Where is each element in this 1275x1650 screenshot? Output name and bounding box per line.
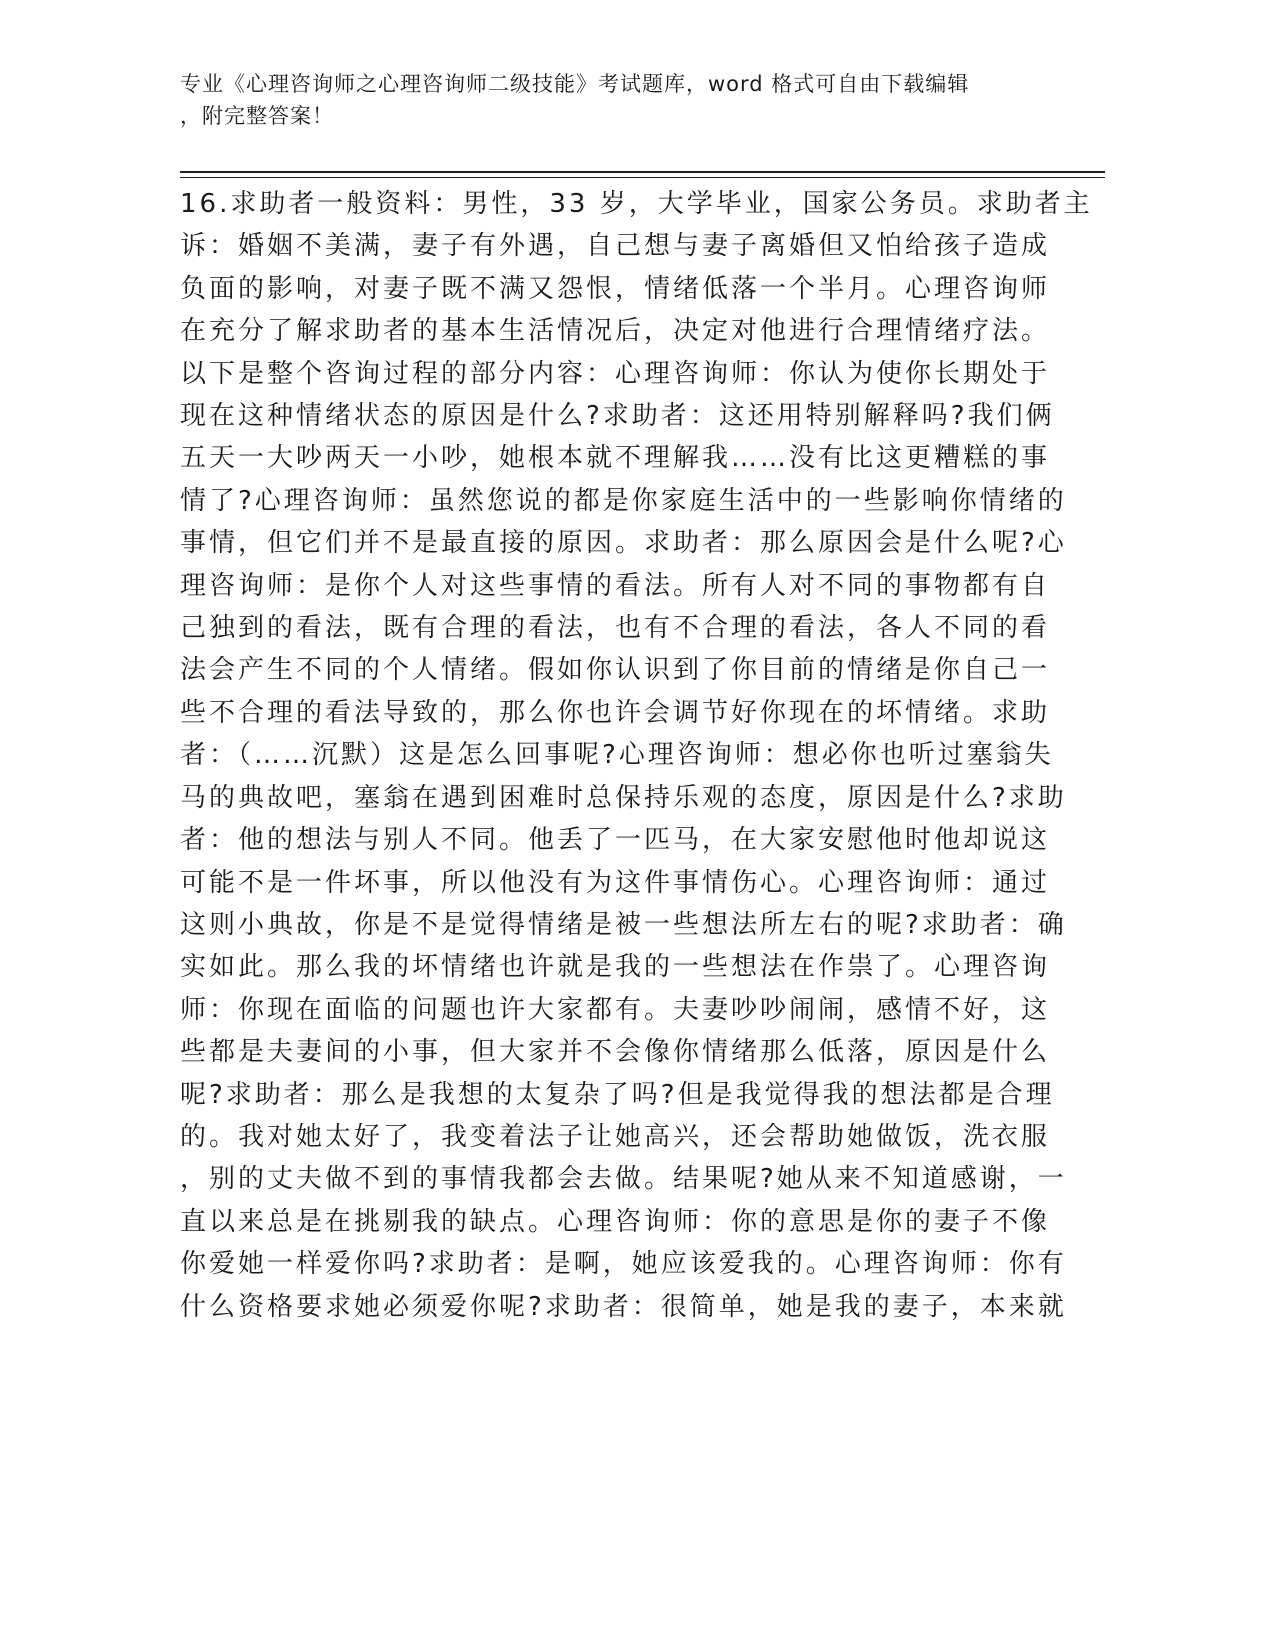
text-line: 者：（……沉默）这是怎么回事呢?心理咨询师：想必你也听过塞翁失	[180, 740, 1054, 771]
header-line-2: ，附完整答案！	[180, 104, 334, 128]
header-divider-thin	[180, 177, 1105, 178]
text-line: 现在这种情绪状态的原因是什么?求助者：这还用特别解释吗?我们俩	[180, 401, 1055, 432]
text-line: 诉：婚姻不美满，妻子有外遇，自己想与妻子离婚但又怕给孩子造成	[180, 231, 1051, 262]
page-header	[180, 68, 1060, 132]
text-line: 情了?心理咨询师：虽然您说的都是你家庭生活中的一些影响你情绪的	[180, 485, 1067, 516]
text-line: 事情，但它们并不是最直接的原因。求助者：那么原因会是什么呢?心	[180, 528, 1067, 559]
text-line: 以下是整个咨询过程的部分内容：心理咨询师：你认为使你长期处于	[180, 358, 1051, 389]
text-line: 者：他的想法与别人不同。他丢了一匹马，在大家安慰他时他却说这	[180, 825, 1051, 856]
text-line: 己独到的看法，既有合理的看法，也有不合理的看法，各人不同的看	[180, 613, 1051, 644]
text-line: 呢?求助者：那么是我想的太复杂了吗?但是我觉得我的想法都是合理	[180, 1079, 1055, 1110]
text-line: 理咨询师：是你个人对这些事情的看法。所有人对不同的事物都有自	[180, 570, 1051, 601]
text-line: 直以来总是在挑剔我的缺点。心理咨询师：你的意思是你的妻子不像	[180, 1206, 1051, 1237]
text-line: 你爱她一样爱你吗?求助者：是啊，她应该爱我的。心理咨询师：你有	[180, 1249, 1067, 1280]
text-line: 马的典故吧，塞翁在遇到困难时总保持乐观的态度，原因是什么?求助	[180, 782, 1067, 813]
text-line: 负面的影响，对妻子既不满又怨恨，情绪低落一个半月。心理咨询师	[180, 273, 1051, 304]
header-divider-thick	[180, 171, 1105, 173]
text-line: 什么资格要求她必须爱你呢?求助者：很简单，她是我的妻子，本来就	[180, 1291, 1067, 1322]
text-line: ，别的丈夫做不到的事情我都会去做。结果呢?她从来不知道感谢，一	[180, 1164, 1067, 1195]
text-line: 法会产生不同的个人情绪。假如你认识到了你目前的情绪是你自己一	[180, 655, 1051, 686]
text-line: 在充分了解求助者的基本生活情况后，决定对他进行合理情绪疗法。	[180, 316, 1051, 347]
header-line-1: 专业《心理咨询师之心理咨询师二级技能》考试题库，word 格式可自由下载编辑	[180, 72, 970, 96]
text-line: 些都是夫妻间的小事，但大家并不会像你情绪那么低落，原因是什么	[180, 1037, 1051, 1068]
text-line: 这则小典故，你是不是觉得情绪是被一些想法所左右的呢?求助者：确	[180, 909, 1067, 940]
text-line: 的。我对她太好了，我变着法子让她高兴，还会帮助她做饭，洗衣服	[180, 1121, 1051, 1152]
text-line: 可能不是一件坏事，所以他没有为这件事情伤心。心理咨询师：通过	[180, 867, 1051, 898]
text-line: 16.求助者一般资料：男性，33 岁，大学毕业，国家公务员。求助者主	[180, 189, 1093, 219]
text-line: 师：你现在面临的问题也许大家都有。夫妻吵吵闹闹，感情不好，这	[180, 994, 1051, 1025]
question-body	[180, 183, 1093, 1328]
text-line: 些不合理的看法导致的，那么你也许会调节好你现在的坏情绪。求助	[180, 697, 1051, 728]
text-line: 实如此。那么我的坏情绪也许就是我的一些想法在作祟了。心理咨询	[180, 952, 1051, 983]
text-line: 五天一大吵两天一小吵，她根本就不理解我……没有比这更糟糕的事	[180, 443, 1051, 474]
